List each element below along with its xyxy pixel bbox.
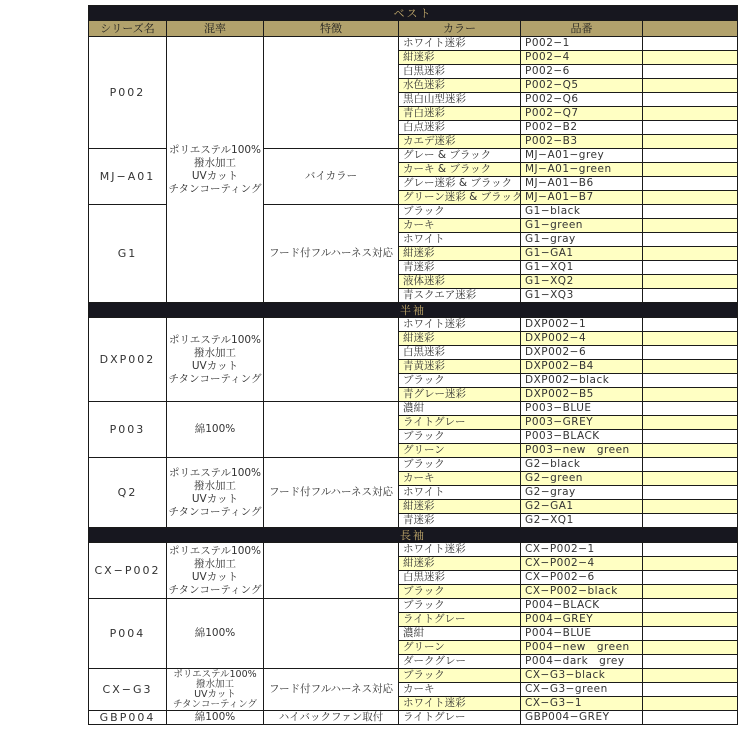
- mix-cell: [167, 711, 264, 725]
- spacer-cell: [643, 571, 738, 585]
- spacer-cell: [643, 402, 738, 416]
- mix-line: ポリエステル100%: [168, 544, 262, 557]
- color-name-cell: 青スクエア迷彩: [399, 289, 521, 303]
- color-name-cell: グリーン: [399, 444, 521, 458]
- spacer-cell: [643, 65, 738, 79]
- mix-line: 綿100%: [194, 627, 236, 639]
- series-name-cell: P004: [89, 599, 167, 669]
- spacer-cell: [643, 711, 738, 725]
- spacer-cell: [643, 233, 738, 247]
- feature-cell: [264, 318, 399, 402]
- color-name-cell: グレー迷彩 & ブラック: [399, 177, 521, 191]
- column-header-cell: [643, 21, 738, 37]
- spacer-cell: [643, 374, 738, 388]
- product-code-cell: P002−6: [521, 65, 643, 79]
- spacer-cell: [643, 599, 738, 613]
- spacer-cell: [643, 261, 738, 275]
- spacer-cell: [643, 486, 738, 500]
- product-code-cell: P003−new green: [521, 444, 643, 458]
- spacer-cell: [643, 332, 738, 346]
- series-name-cell: P002: [89, 37, 167, 149]
- color-name-cell: ブラック: [399, 585, 521, 599]
- product-code-cell: G1−GA1: [521, 247, 643, 261]
- product-code-cell: DXP002−B5: [521, 388, 643, 402]
- column-header-cell: 品番: [521, 21, 643, 37]
- color-name-cell: ライトグレー: [399, 613, 521, 627]
- color-name-cell: カーキ & ブラック: [399, 163, 521, 177]
- feature-cell: ハイバックファン取付: [264, 711, 399, 725]
- spacer-cell: [643, 514, 738, 528]
- column-header-cell: シリーズ名: [89, 21, 167, 37]
- section-title: 半袖: [89, 303, 738, 318]
- product-code-cell: G1−XQ1: [521, 261, 643, 275]
- color-name-cell: ダークグレー: [399, 655, 521, 669]
- spacer-cell: [643, 669, 738, 683]
- product-code-cell: P002−B3: [521, 135, 643, 149]
- spacer-cell: [643, 163, 738, 177]
- spacer-cell: [643, 37, 738, 51]
- mix-line: ポリエステル100%: [168, 466, 262, 479]
- product-code-cell: CX−G3−1: [521, 697, 643, 711]
- table-row: [89, 599, 738, 613]
- product-code-cell: G2−XQ1: [521, 514, 643, 528]
- series-name-cell: P003: [89, 402, 167, 458]
- mix-line: チタンコーティング: [168, 182, 262, 195]
- mix-cell: [167, 669, 264, 711]
- product-code-cell: CX−G3−black: [521, 669, 643, 683]
- spacer-cell: [643, 641, 738, 655]
- color-name-cell: 紺迷彩: [399, 332, 521, 346]
- spacer-cell: [643, 458, 738, 472]
- spacer-cell: [643, 627, 738, 641]
- table-row: [89, 318, 738, 332]
- table-row: [89, 37, 738, 51]
- mix-line: UVカット: [191, 570, 239, 583]
- spacer-cell: [643, 247, 738, 261]
- mix-cell: [167, 458, 264, 528]
- product-code-cell: G2−GA1: [521, 500, 643, 514]
- mix-line: チタンコーティング: [168, 583, 262, 596]
- product-code-cell: P002−B2: [521, 121, 643, 135]
- product-code-cell: G1−gray: [521, 233, 643, 247]
- color-name-cell: ホワイト迷彩: [399, 697, 521, 711]
- section-title: 長袖: [89, 528, 738, 543]
- color-name-cell: 紺迷彩: [399, 500, 521, 514]
- color-name-cell: 紺迷彩: [399, 51, 521, 65]
- feature-cell: フード付フルハーネス対応: [264, 205, 399, 303]
- spacer-cell: [643, 346, 738, 360]
- feature-cell: [264, 543, 399, 599]
- series-name-cell: GBP004: [89, 711, 167, 725]
- product-code-cell: P003−GREY: [521, 416, 643, 430]
- color-name-cell: カーキ: [399, 472, 521, 486]
- feature-cell: フード付フルハーネス対応: [264, 669, 399, 711]
- section-bar-row: [89, 6, 738, 21]
- color-name-cell: 青迷彩: [399, 261, 521, 275]
- mix-line: 綿100%: [194, 423, 236, 435]
- product-code-cell: DXP002−black: [521, 374, 643, 388]
- feature-cell: フード付フルハーネス対応: [264, 458, 399, 528]
- mix-cell: [167, 402, 264, 458]
- mix-line: UVカット: [194, 688, 236, 700]
- product-code-cell: DXP002−6: [521, 346, 643, 360]
- mix-line: ポリエステル100%: [168, 143, 262, 156]
- color-name-cell: ホワイト迷彩: [399, 543, 521, 557]
- color-name-cell: ホワイト迷彩: [399, 37, 521, 51]
- mix-line: チタンコーティング: [168, 372, 262, 385]
- spacer-cell: [643, 557, 738, 571]
- mix-line: UVカット: [191, 492, 239, 505]
- spacer-cell: [643, 191, 738, 205]
- product-code-cell: P004−BLACK: [521, 599, 643, 613]
- feature-cell: [264, 402, 399, 458]
- color-name-cell: グリーン迷彩 & ブラック: [399, 191, 521, 205]
- color-name-cell: ブラック: [399, 669, 521, 683]
- color-name-cell: ブラック: [399, 205, 521, 219]
- section-bar-row: [89, 528, 738, 543]
- spacer-cell: [643, 289, 738, 303]
- product-code-cell: P003−BLUE: [521, 402, 643, 416]
- mix-cell: [167, 543, 264, 599]
- color-name-cell: 青グレー迷彩: [399, 388, 521, 402]
- spacer-cell: [643, 444, 738, 458]
- color-name-cell: ブラック: [399, 458, 521, 472]
- product-code-cell: CX−P002−4: [521, 557, 643, 571]
- mix-line: 撥水加工: [194, 346, 236, 359]
- color-name-cell: 水色迷彩: [399, 79, 521, 93]
- product-code-cell: CX−P002−1: [521, 543, 643, 557]
- color-name-cell: 青白迷彩: [399, 107, 521, 121]
- product-code-cell: CX−P002−black: [521, 585, 643, 599]
- color-name-cell: 白点迷彩: [399, 121, 521, 135]
- color-name-cell: グレー & ブラック: [399, 149, 521, 163]
- spacer-cell: [643, 79, 738, 93]
- color-name-cell: 青黄迷彩: [399, 360, 521, 374]
- spacer-cell: [643, 135, 738, 149]
- product-code-cell: G2−black: [521, 458, 643, 472]
- feature-cell: [264, 599, 399, 669]
- column-header-cell: カラー: [399, 21, 521, 37]
- table-row: [89, 543, 738, 557]
- section-title: ベスト: [89, 6, 738, 21]
- series-name-cell: CX−P002: [89, 543, 167, 599]
- product-code-cell: G2−gray: [521, 486, 643, 500]
- color-name-cell: ブラック: [399, 430, 521, 444]
- color-name-cell: 液体迷彩: [399, 275, 521, 289]
- product-code-cell: P002−Q7: [521, 107, 643, 121]
- series-name-cell: G1: [89, 205, 167, 303]
- product-code-cell: DXP002−B4: [521, 360, 643, 374]
- color-name-cell: 紺迷彩: [399, 557, 521, 571]
- table-row: [89, 669, 738, 683]
- product-code-cell: DXP002−1: [521, 318, 643, 332]
- product-code-cell: G1−XQ3: [521, 289, 643, 303]
- table-row: [89, 711, 738, 725]
- spacer-cell: [643, 500, 738, 514]
- mix-line: ポリエステル100%: [168, 333, 262, 346]
- spacer-cell: [643, 683, 738, 697]
- spacer-cell: [643, 613, 738, 627]
- spacer-cell: [643, 416, 738, 430]
- spacer-cell: [643, 430, 738, 444]
- color-name-cell: ブラック: [399, 599, 521, 613]
- product-code-cell: G2−green: [521, 472, 643, 486]
- mix-line: チタンコーティング: [172, 698, 258, 710]
- section-bar-row: [89, 303, 738, 318]
- color-name-cell: ホワイト: [399, 233, 521, 247]
- color-name-cell: 青迷彩: [399, 514, 521, 528]
- product-code-cell: G1−XQ2: [521, 275, 643, 289]
- spacer-cell: [643, 149, 738, 163]
- spacer-cell: [643, 93, 738, 107]
- product-table: [88, 5, 738, 725]
- color-name-cell: ライトグレー: [399, 416, 521, 430]
- table-row: [89, 458, 738, 472]
- product-code-cell: GBP004−GREY: [521, 711, 643, 725]
- color-name-cell: 紺迷彩: [399, 247, 521, 261]
- spacer-cell: [643, 655, 738, 669]
- color-name-cell: ホワイト迷彩: [399, 318, 521, 332]
- mix-cell: [167, 599, 264, 669]
- mix-cell: [167, 318, 264, 402]
- product-code-cell: P004−GREY: [521, 613, 643, 627]
- series-name-cell: DXP002: [89, 318, 167, 402]
- product-code-cell: P002−Q5: [521, 79, 643, 93]
- column-header-cell: 混率: [167, 21, 264, 37]
- product-code-cell: DXP002−4: [521, 332, 643, 346]
- product-code-cell: P004−new green: [521, 641, 643, 655]
- color-name-cell: ブラック: [399, 374, 521, 388]
- spacer-cell: [643, 543, 738, 557]
- product-code-cell: P004−BLUE: [521, 627, 643, 641]
- column-header-cell: 特徴: [264, 21, 399, 37]
- spacer-cell: [643, 275, 738, 289]
- product-code-cell: MJ−A01−green: [521, 163, 643, 177]
- mix-line: チタンコーティング: [168, 505, 262, 518]
- color-name-cell: グリーン: [399, 641, 521, 655]
- mix-line: 綿100%: [194, 711, 236, 723]
- color-name-cell: 濃紺: [399, 402, 521, 416]
- spacer-cell: [643, 697, 738, 711]
- product-code-cell: MJ−A01−B6: [521, 177, 643, 191]
- product-code-cell: P004−dark grey: [521, 655, 643, 669]
- color-name-cell: ライトグレー: [399, 711, 521, 725]
- spacer-cell: [643, 121, 738, 135]
- mix-line: 撥水加工: [194, 479, 236, 492]
- spacer-cell: [643, 585, 738, 599]
- series-name-cell: CX−G3: [89, 669, 167, 711]
- product-code-cell: P002−1: [521, 37, 643, 51]
- color-name-cell: 白黒迷彩: [399, 571, 521, 585]
- product-code-cell: P003−BLACK: [521, 430, 643, 444]
- column-header-row: [89, 21, 738, 37]
- mix-line: UVカット: [191, 359, 239, 372]
- product-code-cell: P002−Q6: [521, 93, 643, 107]
- product-code-cell: P002−4: [521, 51, 643, 65]
- spacer-cell: [643, 107, 738, 121]
- spacer-cell: [643, 472, 738, 486]
- color-name-cell: 白黒迷彩: [399, 65, 521, 79]
- product-code-cell: MJ−A01−grey: [521, 149, 643, 163]
- color-name-cell: ホワイト: [399, 486, 521, 500]
- spacer-cell: [643, 51, 738, 65]
- spacer-cell: [643, 388, 738, 402]
- color-name-cell: 白黒迷彩: [399, 346, 521, 360]
- spacer-cell: [643, 177, 738, 191]
- mix-cell: [167, 37, 264, 303]
- spacer-cell: [643, 318, 738, 332]
- color-name-cell: 濃紺: [399, 627, 521, 641]
- series-name-cell: MJ−A01: [89, 149, 167, 205]
- spacer-cell: [643, 219, 738, 233]
- feature-cell: バイカラー: [264, 149, 399, 205]
- product-code-cell: CX−P002−6: [521, 571, 643, 585]
- mix-line: UVカット: [191, 169, 239, 182]
- color-name-cell: カエデ迷彩: [399, 135, 521, 149]
- color-name-cell: カーキ: [399, 219, 521, 233]
- spacer-cell: [643, 360, 738, 374]
- product-code-cell: G1−green: [521, 219, 643, 233]
- mix-line: 撥水加工: [194, 156, 236, 169]
- mix-line: ポリエステル100%: [173, 668, 257, 680]
- color-name-cell: カーキ: [399, 683, 521, 697]
- mix-line: 撥水加工: [194, 557, 236, 570]
- series-name-cell: Q2: [89, 458, 167, 528]
- color-name-cell: 黒白山型迷彩: [399, 93, 521, 107]
- product-code-cell: MJ−A01−B7: [521, 191, 643, 205]
- table-row: [89, 402, 738, 416]
- product-code-cell: CX−G3−green: [521, 683, 643, 697]
- spacer-cell: [643, 205, 738, 219]
- mix-line: 撥水加工: [195, 678, 234, 690]
- product-code-cell: G1−black: [521, 205, 643, 219]
- feature-cell: [264, 37, 399, 149]
